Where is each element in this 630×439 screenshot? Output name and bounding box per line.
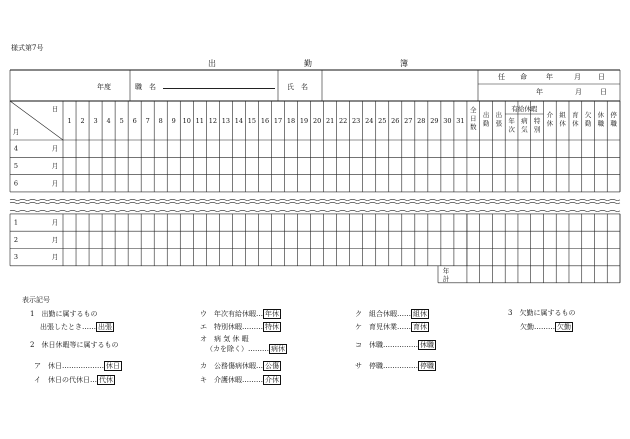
day-number: 14 bbox=[234, 117, 244, 125]
legend-c4-0: 3 欠勤に属するもの bbox=[508, 309, 576, 317]
summary-header-char: 勤 bbox=[482, 119, 490, 128]
legend-c1-0: 1 出勤に属するもの bbox=[30, 310, 98, 318]
day-number: 9 bbox=[171, 117, 176, 125]
legend-c2-5: キ 介護休暇……… 介休 bbox=[200, 376, 279, 384]
yukyu-group-label: 有給休暇 bbox=[511, 105, 538, 113]
summary-header-char: 休 bbox=[546, 119, 554, 128]
summary-header-char: 別 bbox=[533, 125, 541, 134]
month-number: 5 bbox=[13, 161, 19, 170]
summary-header-char: 数 bbox=[470, 123, 477, 131]
day-number: 24 bbox=[365, 117, 374, 125]
day-number: 27 bbox=[404, 117, 413, 125]
month-number: 6 bbox=[13, 179, 19, 188]
title-char-1: 出 bbox=[208, 59, 217, 68]
ninmei-char-1: 任 bbox=[498, 73, 505, 81]
ninmei-char-4: 月 bbox=[574, 73, 581, 81]
day-number: 5 bbox=[119, 117, 124, 125]
day-number: 19 bbox=[299, 117, 309, 125]
month-number: 1 bbox=[13, 218, 19, 227]
legend-c2-4: カ 公務傷病休暇… 公傷 bbox=[200, 362, 279, 370]
month-number: 2 bbox=[13, 235, 19, 244]
day-number: 26 bbox=[391, 117, 400, 125]
day-number: 11 bbox=[195, 117, 204, 125]
month-number: 3 bbox=[13, 253, 19, 262]
day-number: 17 bbox=[273, 117, 283, 125]
day-number: 22 bbox=[339, 117, 348, 125]
day-number: 18 bbox=[286, 117, 296, 125]
form-number: 様式第7号 bbox=[11, 44, 44, 52]
day-number: 2 bbox=[80, 117, 85, 125]
summary-header-char: 次 bbox=[508, 125, 515, 134]
legend-c1-3: ア 休日……………… 休日 bbox=[34, 362, 120, 370]
legend-c1-4: イ 休日の代休日… 代休 bbox=[34, 376, 113, 384]
summary-header-char: 張 bbox=[495, 119, 503, 128]
month-suffix: 月 bbox=[51, 218, 59, 227]
summary-header-char: 特 bbox=[533, 117, 541, 125]
day-number: 16 bbox=[260, 117, 270, 125]
legend-c4-1: 欠勤……… 欠勤 bbox=[520, 323, 571, 331]
day-number: 25 bbox=[378, 117, 387, 125]
summary-header-char: 介 bbox=[546, 111, 554, 119]
legend-c3-2: コ 休職…………… 休職 bbox=[355, 341, 434, 349]
month-suffix: 月 bbox=[51, 144, 59, 153]
day-number: 28 bbox=[417, 117, 426, 125]
date-month: 月 bbox=[575, 88, 582, 96]
summary-header-char: 病 bbox=[521, 117, 528, 125]
summary-header-char: 休 bbox=[572, 119, 579, 128]
month-suffix: 月 bbox=[51, 161, 59, 170]
day-number: 13 bbox=[221, 117, 231, 125]
total-label-char: 計 bbox=[442, 274, 450, 283]
month-number: 4 bbox=[13, 144, 19, 153]
shokumei-label: 職 名 bbox=[135, 83, 156, 91]
total-label-char: 年 bbox=[442, 266, 450, 275]
month-suffix: 月 bbox=[51, 235, 59, 244]
summary-header-char: 組 bbox=[559, 111, 566, 119]
day-number: 3 bbox=[93, 117, 98, 125]
date-year: 年 bbox=[536, 88, 543, 96]
corner-month-label: 月 bbox=[12, 128, 20, 136]
nendo-label: 年度 bbox=[97, 83, 111, 91]
summary-header-char: 勤 bbox=[584, 119, 592, 128]
ninmei-char-2: 命 bbox=[520, 73, 527, 81]
day-number: 29 bbox=[430, 117, 439, 125]
title-char-2: 勤 bbox=[304, 59, 313, 68]
day-number: 8 bbox=[158, 117, 163, 125]
summary-header-char: 気 bbox=[521, 125, 528, 134]
day-number: 12 bbox=[208, 117, 217, 125]
summary-header-char: 出 bbox=[482, 111, 490, 119]
day-number: 31 bbox=[456, 117, 465, 125]
ninmei-char-3: 年 bbox=[546, 73, 553, 81]
break-line bbox=[10, 199, 620, 200]
summary-header-char: 年 bbox=[508, 117, 515, 125]
shokumei-line bbox=[163, 88, 275, 89]
day-number: 7 bbox=[145, 117, 150, 125]
ninmei-char-5: 日 bbox=[598, 73, 605, 81]
day-number: 21 bbox=[325, 117, 335, 125]
summary-header-char: 職 bbox=[610, 119, 617, 128]
day-number: 1 bbox=[67, 117, 72, 125]
day-number: 6 bbox=[132, 117, 137, 125]
summary-header-char: 職 bbox=[597, 119, 605, 128]
break-line bbox=[10, 202, 620, 203]
summary-header-char: 出 bbox=[495, 111, 503, 119]
shimei-label: 氏 名 bbox=[287, 83, 308, 91]
month-suffix: 月 bbox=[51, 253, 59, 262]
summary-header-char: 休 bbox=[559, 119, 566, 128]
summary-header-char: 全 bbox=[470, 106, 477, 114]
day-number: 30 bbox=[443, 117, 452, 125]
legend-c2-2: オ 病 気 休 暇 bbox=[200, 335, 249, 343]
day-number: 23 bbox=[352, 117, 361, 125]
summary-header-char: 休 bbox=[597, 111, 605, 119]
summary-header-char: 育 bbox=[572, 111, 579, 119]
legend-c1-1: 出張したとき…… 出張 bbox=[40, 323, 112, 331]
title-char-3: 簿 bbox=[400, 59, 409, 68]
summary-header-char: 欠 bbox=[584, 111, 592, 119]
day-number: 20 bbox=[312, 117, 322, 125]
day-number: 4 bbox=[106, 117, 111, 125]
legend-c1-2: 2 休日休暇等に属するもの bbox=[30, 341, 119, 349]
day-number: 10 bbox=[182, 117, 191, 125]
legend-c3-1: ケ 育児休業…… 育休 bbox=[355, 323, 427, 331]
corner-day-label: 日 bbox=[51, 105, 59, 113]
day-number: 15 bbox=[247, 117, 257, 125]
legend-c2-1: エ 特別休暇……… 特休 bbox=[200, 323, 279, 331]
legend-c2-3: （カを除く）……… 病休 bbox=[206, 345, 285, 353]
summary-header-char: 日 bbox=[470, 114, 477, 123]
legend-c3-0: ク 組合休暇…… 組休 bbox=[355, 310, 427, 318]
month-suffix: 月 bbox=[51, 179, 59, 188]
legend-heading: 表示記号 bbox=[22, 296, 50, 304]
legend-c3-3: サ 停職…………… 停職 bbox=[355, 362, 434, 370]
break-line bbox=[10, 210, 620, 211]
summary-header-char: 停 bbox=[610, 111, 617, 119]
legend-c2-0: ウ 年次有給休暇… 年休 bbox=[200, 310, 279, 318]
date-day: 日 bbox=[600, 88, 607, 96]
